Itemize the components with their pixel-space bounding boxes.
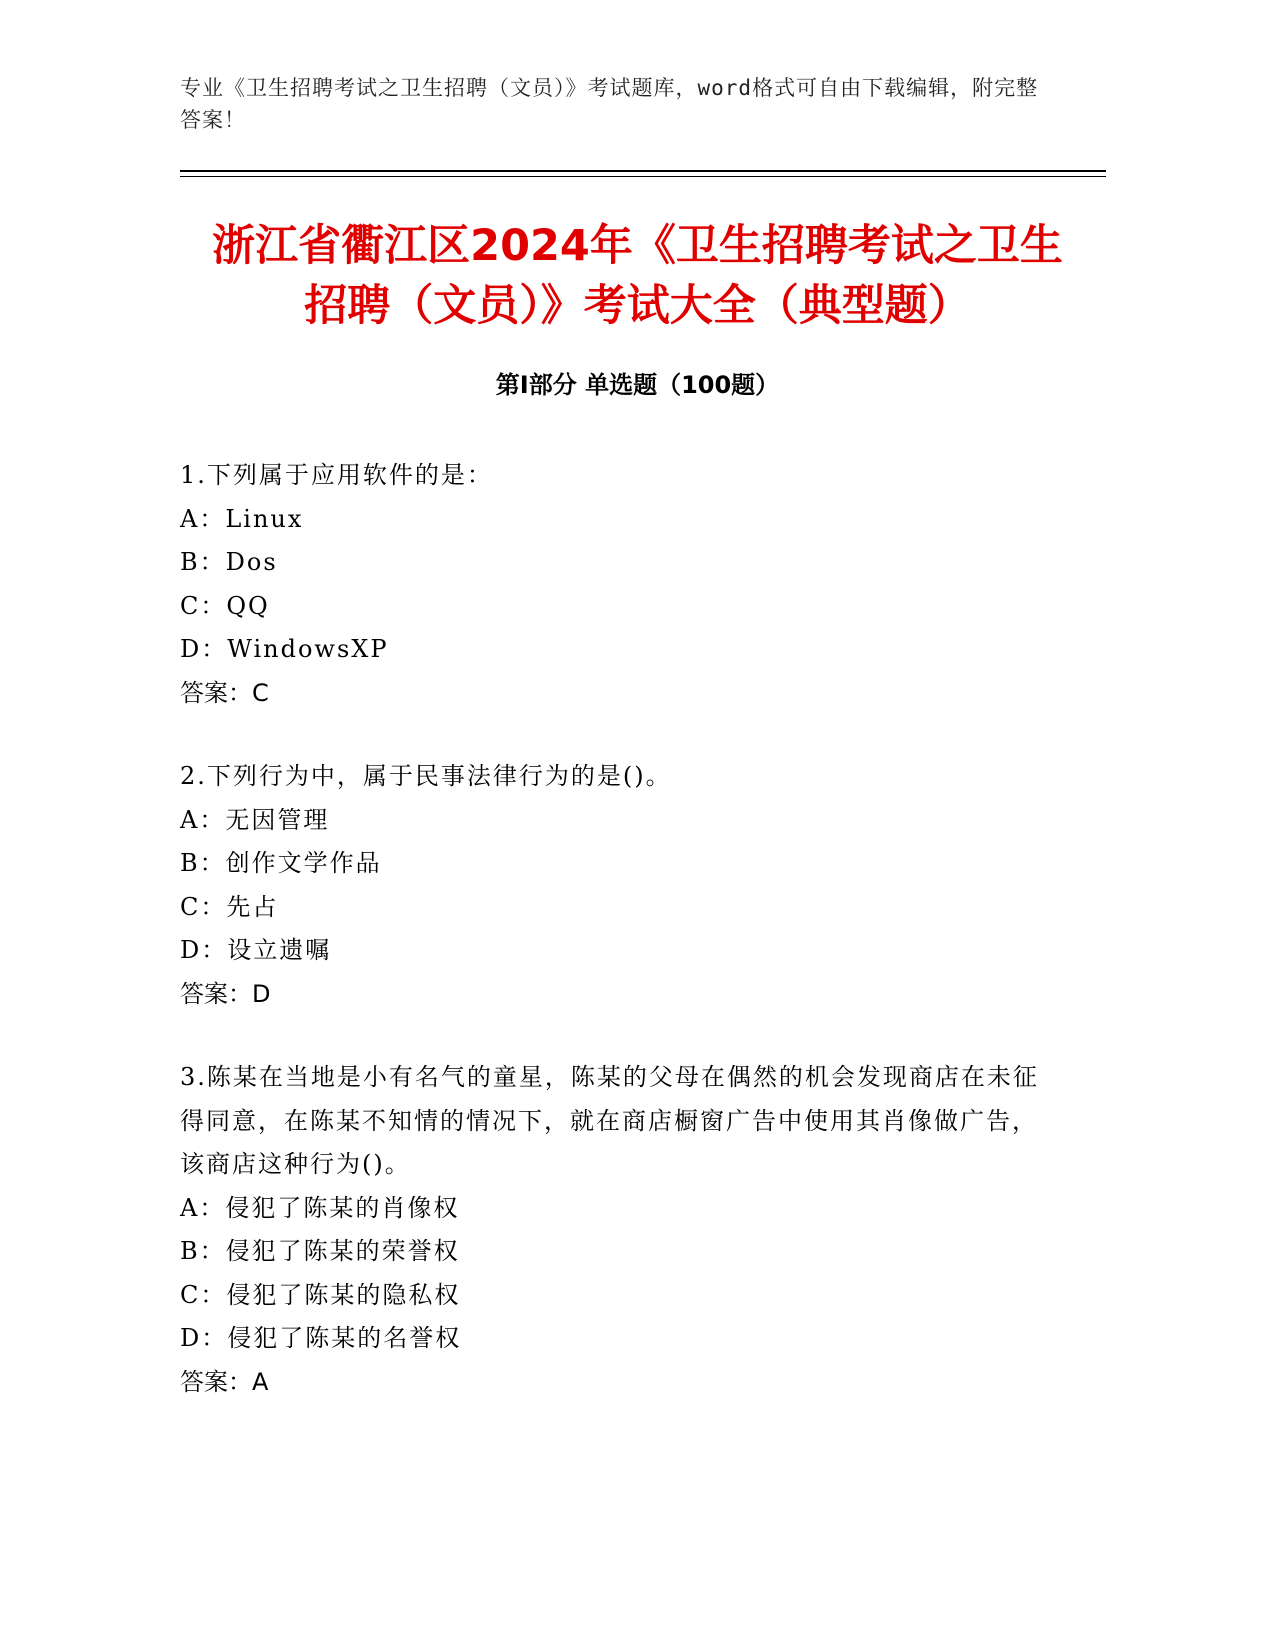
answer: 答案：D — [180, 979, 271, 1008]
answer: 答案：C — [180, 678, 269, 707]
answer: 答案：A — [180, 1367, 269, 1396]
option-c: C：先占 — [180, 892, 279, 921]
option-d: D：设立遗嘱 — [180, 936, 332, 964]
header-note: 专业《卫生招聘考试之卫生招聘（文员）》考试题库，word格式可自由下载编辑，附完整答案！ — [180, 76, 1039, 132]
question-stem: 1.下列属于应用软件的是： — [180, 461, 493, 489]
option-c: C：侵犯了陈某的隐私权 — [180, 1280, 461, 1309]
question-stem: 2.下列行为中，属于民事法律行为的是()。 — [180, 762, 672, 790]
option-b: B：Dos — [180, 548, 278, 576]
document-title — [150, 216, 1125, 336]
section-heading: 第Ⅰ部分 单选题（100题） — [495, 371, 780, 399]
question-2 — [180, 755, 1040, 1016]
title-line-1: 浙江省衢江区2024年《卫生招聘考试之卫生 — [212, 221, 1063, 271]
option-d: D：侵犯了陈某的名誉权 — [180, 1324, 462, 1352]
header-rule-thin — [180, 176, 1106, 177]
option-a: A：Linux — [180, 504, 304, 533]
option-c: C：QQ — [180, 591, 270, 620]
option-d: D：WindowsXP — [180, 635, 389, 663]
option-a: A：无因管理 — [180, 805, 330, 834]
header-rule-thick — [180, 170, 1106, 172]
title-line-2: 招聘（文员）》考试大全（典型题） — [304, 281, 971, 331]
question-list — [180, 454, 1040, 1444]
question-3 — [180, 1056, 1040, 1404]
option-a: A：侵犯了陈某的肖像权 — [180, 1193, 460, 1222]
question-1 — [180, 454, 1040, 715]
option-b: B：创作文学作品 — [180, 849, 382, 877]
question-stem: 3.陈某在当地是小有名气的童星，陈某的父母在偶然的机会发现商店在未征得同意，在陈某不知情的情况下，就在商店橱窗广告中使用其肖像做广告，该商店这种行为()。 — [180, 1063, 1039, 1178]
option-b: B：侵犯了陈某的荣誉权 — [180, 1237, 460, 1265]
